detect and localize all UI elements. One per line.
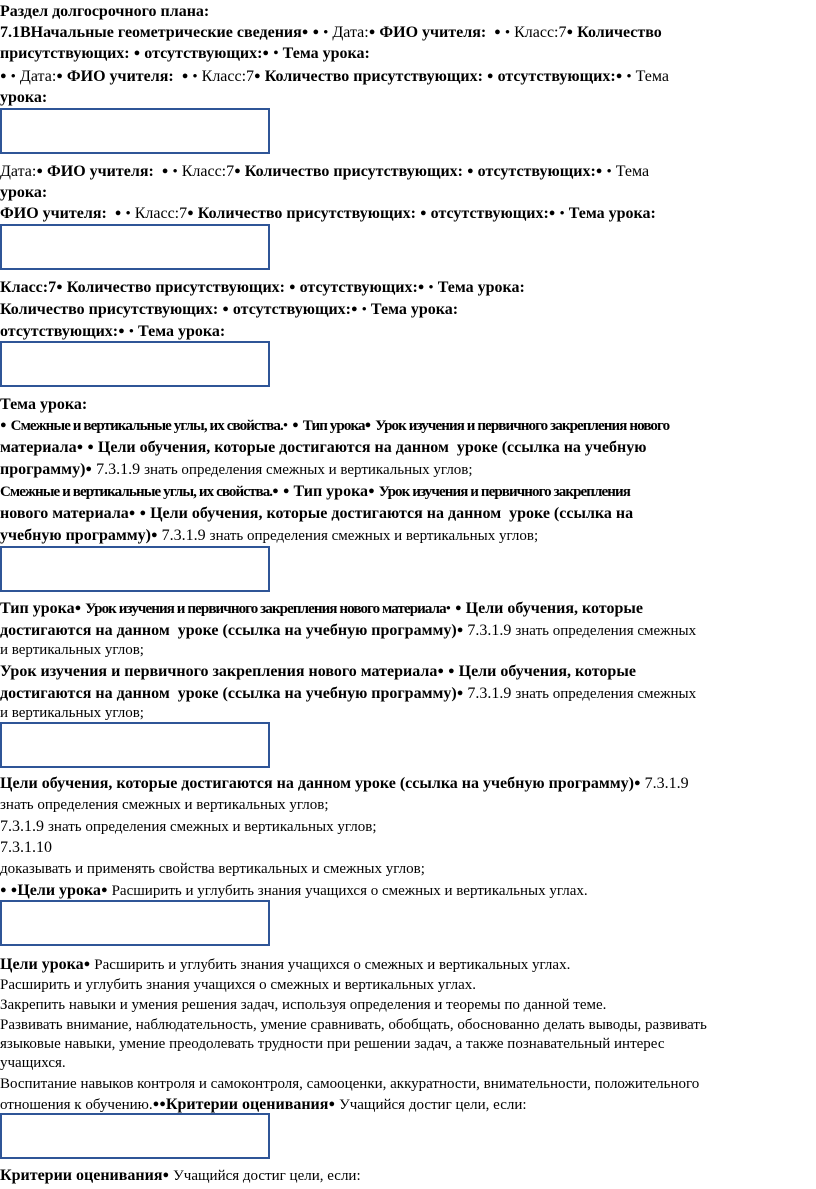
goals-code-2: 7.3.1.10	[0, 839, 52, 856]
input-box-1[interactable]	[0, 108, 270, 154]
input-box-2[interactable]	[0, 224, 270, 270]
type-line-6: и вертикальных углов;	[0, 705, 144, 721]
lg4-line-a: Воспитание навыков контроля и самоконтроля, самооценки, аккуратности, внимательности, положительного	[0, 1076, 700, 1092]
input-box-4[interactable]	[0, 546, 270, 592]
criteria-line: Критерии оценивания● Учащийся достиг цели, если:	[0, 1167, 361, 1184]
teacher-line: ФИО учителя: ● • Класс:7● Количество присутствующих: ● отсутствующих:● • Тема урока:	[0, 205, 656, 222]
type-line-1: Тип урока● Урок изучения и первичного закрепления нового материала• ● Цели обучения, которые	[0, 600, 643, 617]
lg1-line: Расширить и углубить знания учащихся о смежных и вертикальных углах.	[0, 977, 477, 993]
goals-line-5: ● ●Цели урока● Расширить и углубить знания учащихся о смежных и вертикальных углах.	[0, 882, 588, 899]
type-line-3: и вертикальных углов;	[0, 642, 144, 658]
goals-line-1: Цели обучения, которые достигаются на данном уроке (ссылка на учебную программу)● 7.3.1.9	[0, 775, 689, 792]
goals-line-2: знать определения смежных и вертикальных углов;	[0, 797, 329, 813]
lg4-line-b: отношения к обучению.●●Критерии оценивания● Учащийся достиг цели, если:	[0, 1096, 527, 1113]
topic-line-5: нового материала● ● Цели обучения, которые достигаются на данном уроке (ссылка на	[0, 505, 634, 522]
type-line-5: достигаются на данном уроке (ссылка на учебную программу)● 7.3.1.9 знать определения смежных	[0, 685, 697, 702]
date-line: Дата:● ФИО учителя: ● • Класс:7● Количество присутствующих: ● отсутствующих:● • Тема	[0, 163, 650, 180]
plan-title: Раздел долгосрочного плана:	[0, 3, 210, 20]
topic-line-6: учебную программу)● 7.3.1.9 знать определения смежных и вертикальных углов;	[0, 527, 539, 544]
type-line-4: Урок изучения и первичного закрепления нового материала● ● Цели обучения, которые	[0, 663, 636, 680]
input-box-6[interactable]	[0, 900, 270, 946]
header-line-1: 7.1ВНачальные геометрические сведения● ● • Дата:● ФИО учителя: ● • Класс:7● Количество	[0, 24, 662, 41]
input-box-5[interactable]	[0, 722, 270, 768]
lesson-goals-line: Цели урока● Расширить и углубить знания учащихся о смежных и вертикальных углах.	[0, 956, 571, 973]
header-line-3: ● • Дата:● ФИО учителя: ● • Класс:7● Количество присутствующих: ● отсутствующих:● • Тема	[0, 68, 670, 85]
topic-heading: Тема урока:	[0, 396, 88, 413]
lg3-line-b: языковые навыки, умение преодолевать трудности при решении задач, а также познавательный интерес	[0, 1036, 665, 1052]
topic-line-4: Смежные и вертикальные углы, их свойства.● ● Тип урока● Урок изучения и первичного закрепления	[0, 483, 631, 500]
input-box-7[interactable]	[0, 1113, 270, 1159]
topic-line-2: материала● ● Цели обучения, которые достигаются на данном уроке (ссылка на учебную	[0, 439, 647, 456]
topic-line-1: ● Смежные и вертикальные углы, их свойства.• ● Тип урока● Урок изучения и первичного закрепления нового	[0, 418, 670, 434]
lg3-line-a: Развивать внимание, наблюдательность, умение сравнивать, обобщать, обоснованно делать выводы, развивать	[0, 1017, 707, 1033]
lg2-line: Закрепить навыки и умения решения задач, используя определения и теоремы по данной теме.	[0, 997, 607, 1013]
header-line-4: урока:	[0, 89, 48, 106]
type-line-2: достигаются на данном уроке (ссылка на учебную программу)● 7.3.1.9 знать определения смежных	[0, 622, 697, 639]
goals-line-4: доказывать и применять свойства вертикальных и смежных углов;	[0, 861, 425, 877]
goals-line-3: 7.3.1.9 знать определения смежных и вертикальных углов;	[0, 818, 377, 835]
topic-line-3: программу)● 7.3.1.9 знать определения смежных и вертикальных углов;	[0, 461, 473, 478]
present-line: Количество присутствующих: ● отсутствующих:● • Тема урока:	[0, 301, 459, 318]
absent-line: отсутствующих:● • Тема урока:	[0, 323, 226, 340]
header-line-2: присутствующих: ● отсутствующих:● • Тема урока:	[0, 45, 370, 62]
lg3-line-c: учащихся.	[0, 1055, 66, 1071]
grade-line: Класс:7● Количество присутствующих: ● отсутствующих:● • Тема урока:	[0, 279, 525, 296]
date-line-2: урока:	[0, 184, 48, 201]
input-box-3[interactable]	[0, 341, 270, 387]
